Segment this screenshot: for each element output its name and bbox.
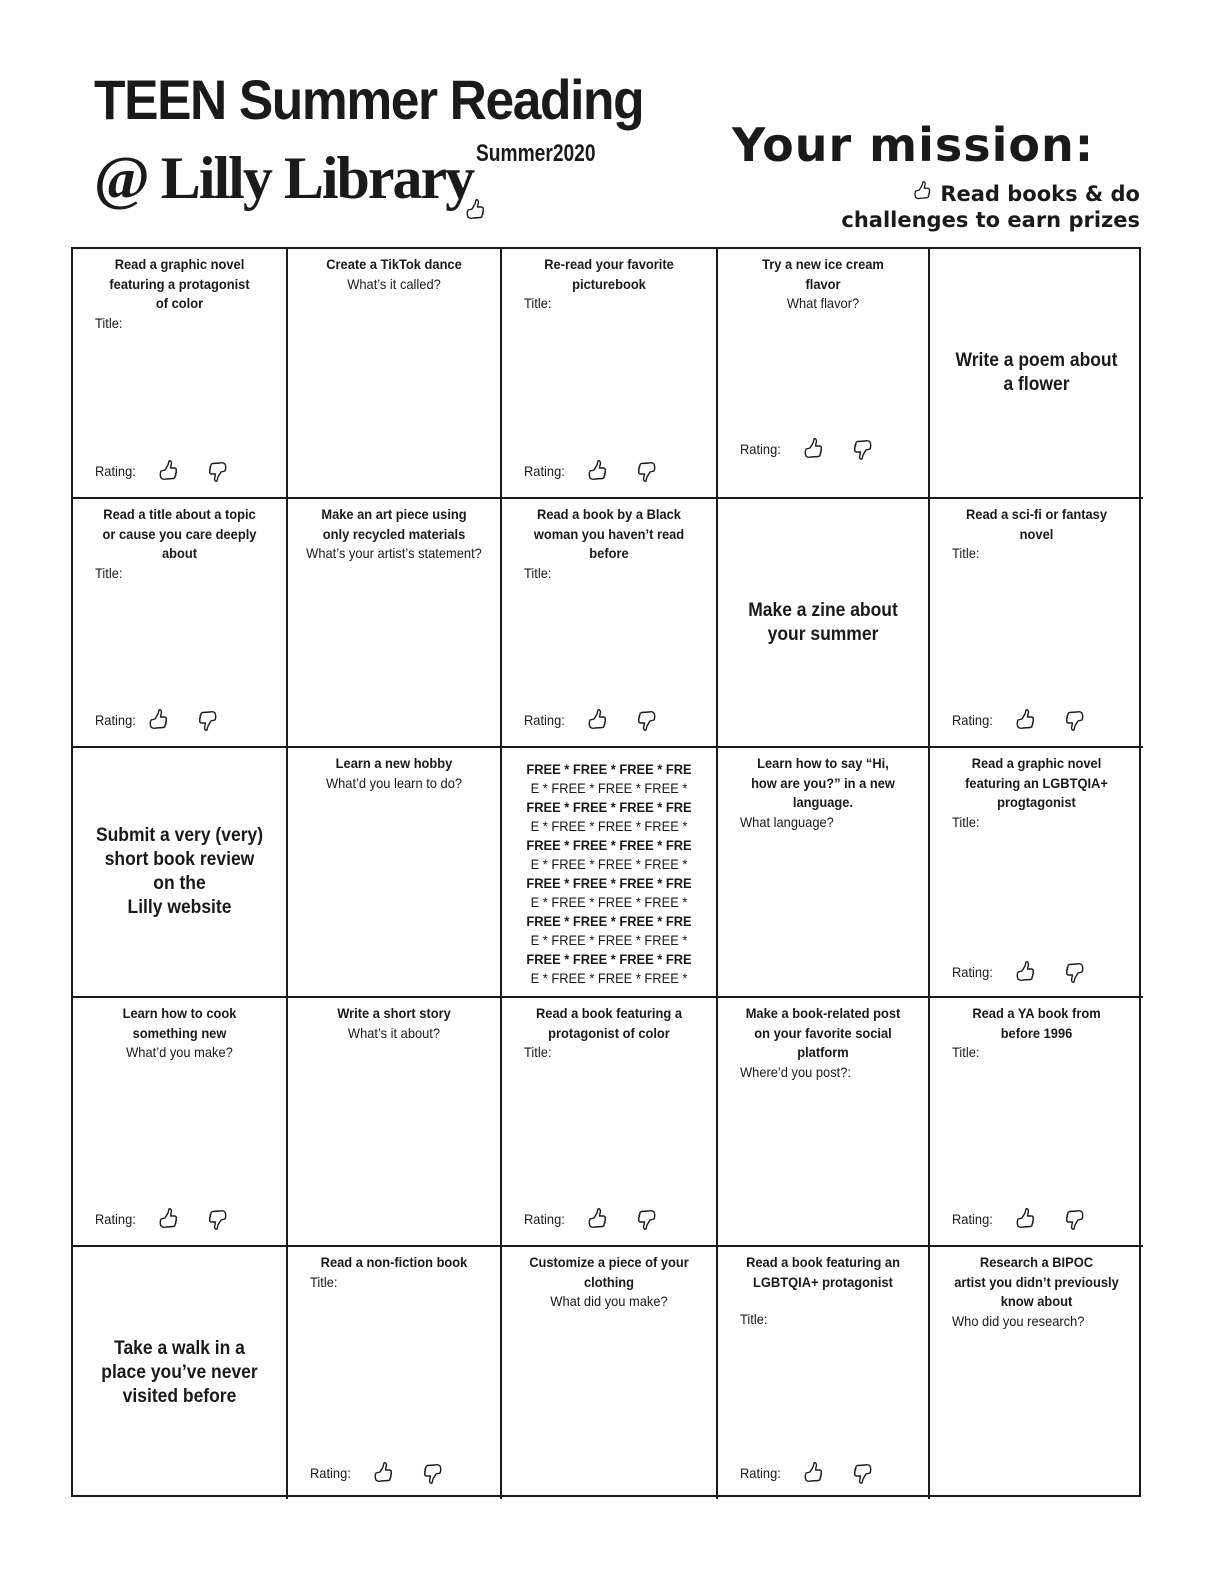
task-line: artist you didn’t previously: [954, 1273, 1119, 1290]
response-prompt: What’s it called?: [347, 275, 441, 292]
task-line: know about: [1000, 1293, 1073, 1309]
challenge-task: [304, 754, 484, 774]
response-prompt: What’s your artist’s statement?: [306, 545, 482, 561]
rating-label: Rating:: [524, 1211, 565, 1227]
challenge-square[interactable]: [718, 249, 930, 499]
free-line: E * FREE * FREE * FREE *: [530, 856, 688, 872]
thumbs-up-icon[interactable]: [586, 459, 608, 483]
task-line: progtagonist: [997, 794, 1076, 810]
challenge-task: [304, 1253, 484, 1273]
task-line: Learn a new hobby: [335, 755, 453, 771]
challenge-square[interactable]: [502, 1247, 718, 1499]
task-line: Read a book by a Black: [537, 506, 681, 522]
task-line: Read a non-fiction book: [320, 1254, 468, 1270]
thumbs-up-icon[interactable]: [1014, 960, 1036, 984]
mission-description-line1: [912, 180, 1140, 207]
challenge-task-large: [726, 599, 919, 647]
task-line: Write a poem about: [955, 350, 1118, 371]
rating-label: Rating:: [740, 441, 781, 457]
challenge-square[interactable]: [718, 748, 930, 998]
response-prompt: Who did you research?: [952, 1312, 1085, 1329]
challenge-square[interactable]: [502, 998, 718, 1247]
challenge-task-large: [939, 349, 1135, 397]
rating-label: Rating:: [95, 712, 136, 728]
challenge-task: [304, 255, 484, 275]
challenge-square[interactable]: [288, 998, 502, 1247]
rating-label: Rating:: [952, 1211, 993, 1227]
thumbs-up-icon[interactable]: [1014, 708, 1036, 732]
rating-row: [524, 459, 658, 483]
challenge-task: [518, 1004, 700, 1043]
thumbs-up-icon[interactable]: [372, 1461, 394, 1485]
task-line: platform: [797, 1044, 849, 1060]
task-line: or cause you care deeply: [102, 525, 257, 542]
rating-row: [524, 1207, 658, 1231]
challenge-square[interactable]: [718, 1247, 930, 1499]
rating-row: [952, 1207, 1086, 1231]
task-line: Try a new ice cream: [762, 256, 884, 272]
task-line: Research a BIPOC: [979, 1254, 1094, 1270]
challenge-square[interactable]: [73, 1247, 288, 1499]
task-line: about: [161, 545, 198, 561]
challenge-square[interactable]: [288, 499, 502, 748]
thumbs-up-icon[interactable]: [157, 459, 179, 483]
response-prompt: What did you make?: [550, 1293, 668, 1309]
task-line: Lilly website: [127, 897, 232, 918]
title-field[interactable]: Title:: [524, 1044, 552, 1060]
task-line: protagonist of color: [548, 1024, 670, 1041]
challenge-task: [304, 1004, 484, 1024]
mission-description-line2: challenges to earn prizes: [841, 208, 1140, 232]
thumbs-up-icon: [464, 198, 486, 222]
title-field[interactable]: Title:: [95, 564, 123, 581]
rating-label: Rating:: [740, 1465, 781, 1481]
task-line: Take a walk in a: [114, 1338, 245, 1359]
task-line: Read a YA book from: [972, 1005, 1101, 1021]
challenge-square[interactable]: [502, 499, 718, 748]
program-year: Summer2020: [476, 140, 596, 167]
rating-row: [95, 1207, 229, 1231]
task-line: Write a short story: [337, 1005, 451, 1021]
challenge-square[interactable]: [930, 249, 1143, 499]
task-line: before 1996: [1000, 1024, 1073, 1041]
mission-title: Your mission:: [732, 118, 1095, 172]
title-field[interactable]: Title:: [952, 1044, 980, 1060]
task-line: featuring an LGBTQIA+: [965, 774, 1108, 791]
task-line: Make an art piece using: [321, 506, 467, 522]
thumbs-up-icon: [912, 180, 932, 207]
free-line: E * FREE * FREE * FREE *: [530, 894, 688, 910]
task-line: Re-read your favorite: [544, 256, 674, 272]
task-line: language.: [792, 794, 854, 810]
challenge-square[interactable]: [718, 499, 930, 748]
free-line: E * FREE * FREE * FREE *: [530, 780, 688, 796]
challenge-square[interactable]: [73, 249, 288, 499]
title-field[interactable]: Title:: [95, 314, 123, 331]
thumbs-down-icon[interactable]: [1064, 708, 1086, 732]
rating-label: Rating:: [95, 463, 136, 479]
rating-label: Rating:: [95, 1211, 136, 1227]
free-line: FREE * FREE * FREE * FRE: [526, 837, 692, 853]
task-line: featuring a protagonist: [109, 275, 250, 292]
challenge-square[interactable]: [718, 998, 930, 1247]
task-line: on the: [153, 873, 206, 894]
task-line: before: [589, 545, 629, 561]
task-line: short book review: [104, 849, 255, 870]
rating-row: [740, 1461, 874, 1485]
thumbs-down-icon[interactable]: [1064, 1207, 1086, 1231]
challenge-task: [946, 1004, 1127, 1043]
free-line: E * FREE * FREE * FREE *: [530, 818, 688, 834]
task-line: woman you haven’t read: [533, 525, 685, 542]
rating-row: [952, 960, 1086, 984]
challenge-task: [518, 1253, 700, 1292]
free-space[interactable]: [502, 748, 718, 998]
thumbs-up-icon[interactable]: [147, 708, 169, 732]
task-line: Read a book featuring a: [535, 1005, 682, 1021]
library-name: @ Lilly Library: [94, 145, 474, 211]
thumbs-down-icon[interactable]: [422, 1461, 444, 1485]
challenge-square[interactable]: [288, 249, 502, 499]
challenge-task-large: [82, 824, 278, 920]
response-prompt: What’s it about?: [347, 1024, 441, 1041]
challenge-square[interactable]: [930, 1247, 1143, 1499]
free-line: FREE * FREE * FREE * FRE: [526, 875, 692, 891]
task-line: Read a sci-fi or fantasy: [965, 506, 1108, 522]
task-line: flavor: [805, 275, 841, 292]
rating-row: [310, 1461, 444, 1485]
task-line: novel: [1019, 525, 1054, 542]
rating-row: [95, 459, 229, 483]
title-field[interactable]: Title:: [952, 545, 980, 561]
task-line: Read a title about a topic: [103, 506, 256, 522]
challenge-task: [518, 505, 700, 564]
challenge-square[interactable]: [930, 998, 1143, 1247]
free-line: FREE * FREE * FREE * FRE: [526, 951, 692, 967]
task-line: Learn how to say “Hi,: [757, 755, 889, 771]
task-line: Make a zine about: [748, 599, 898, 621]
thumbs-up-icon[interactable]: [802, 1461, 824, 1485]
task-line: your summer: [767, 623, 879, 645]
rating-label: Rating:: [952, 964, 993, 980]
challenge-task: [518, 255, 700, 294]
response-prompt: What’d you learn to do?: [325, 774, 463, 791]
title-field[interactable]: Title:: [310, 1273, 338, 1290]
free-space-text: [518, 754, 700, 988]
thumbs-down-icon[interactable]: [852, 437, 874, 461]
free-line: FREE * FREE * FREE * FRE: [526, 761, 692, 777]
challenge-task: [734, 754, 912, 813]
task-line: clothing: [583, 1273, 635, 1290]
challenge-task: [89, 1004, 270, 1043]
thumbs-down-icon[interactable]: [636, 1207, 658, 1231]
challenge-square[interactable]: [288, 1247, 502, 1499]
thumbs-down-icon[interactable]: [207, 459, 229, 483]
challenge-task: [89, 505, 270, 564]
free-line: E * FREE * FREE * FREE *: [530, 970, 688, 986]
challenge-task-large: [82, 1337, 278, 1409]
thumbs-down-icon[interactable]: [636, 459, 658, 483]
thumbs-up-icon[interactable]: [586, 1207, 608, 1231]
mission-text: Read books & do: [940, 181, 1140, 206]
challenge-task: [946, 505, 1127, 544]
free-line: FREE * FREE * FREE * FRE: [526, 913, 692, 929]
challenge-task: [734, 1253, 912, 1292]
rating-row: [952, 708, 1086, 732]
challenge-square[interactable]: [288, 748, 502, 998]
challenge-task: [946, 1253, 1127, 1312]
thumbs-down-icon[interactable]: [852, 1461, 874, 1485]
challenge-square[interactable]: [73, 499, 288, 748]
thumbs-up-icon[interactable]: [1014, 1207, 1036, 1231]
task-line: Read a book featuring an: [746, 1254, 900, 1270]
task-line: visited before: [122, 1386, 237, 1407]
response-prompt: Where’d you post?:: [740, 1063, 851, 1080]
title-field[interactable]: Title:: [952, 813, 980, 830]
challenge-square[interactable]: [73, 998, 288, 1247]
challenge-task: [89, 255, 270, 314]
task-line: Read a graphic novel: [971, 755, 1102, 771]
challenge-grid: [71, 247, 1141, 1497]
page-title: TEEN Summer Reading: [94, 68, 644, 131]
task-line: on your favorite social: [754, 1024, 892, 1041]
task-line: LGBTQIA+ protagonist: [753, 1273, 893, 1290]
challenge-square[interactable]: [502, 249, 718, 499]
rating-label: Rating:: [524, 463, 565, 479]
rating-row: [95, 708, 219, 732]
thumbs-down-icon[interactable]: [1064, 960, 1086, 984]
free-line: FREE * FREE * FREE * FRE: [526, 799, 692, 815]
rating-row: [740, 437, 874, 461]
thumbs-up-icon[interactable]: [157, 1207, 179, 1231]
title-field[interactable]: Title:: [524, 564, 552, 581]
challenge-square[interactable]: [930, 748, 1143, 998]
challenge-task: [734, 255, 912, 294]
task-line: Customize a piece of your: [529, 1254, 689, 1270]
response-prompt: What’d you make?: [126, 1044, 233, 1060]
task-line: Learn how to cook: [122, 1005, 237, 1021]
rating-row: [524, 708, 658, 732]
response-prompt: What language?: [740, 813, 834, 830]
task-line: Read a graphic novel: [114, 256, 245, 272]
challenge-task: [734, 1004, 912, 1063]
challenge-task: [304, 505, 484, 544]
thumbs-up-icon[interactable]: [586, 708, 608, 732]
thumbs-down-icon[interactable]: [197, 708, 219, 732]
rating-label: Rating:: [310, 1465, 351, 1481]
task-line: how are you?” in a new: [751, 774, 895, 791]
free-line: E * FREE * FREE * FREE *: [530, 932, 688, 948]
task-line: something new: [132, 1024, 227, 1041]
rating-label: Rating:: [524, 712, 565, 728]
task-line: place you’ve never: [101, 1362, 258, 1383]
title-field[interactable]: Title:: [524, 295, 552, 311]
challenge-square[interactable]: [930, 499, 1143, 748]
rating-label: Rating:: [952, 712, 993, 728]
challenge-task: [946, 754, 1127, 813]
task-line: Create a TikTok dance: [326, 256, 462, 272]
task-line: Submit a very (very): [95, 825, 264, 846]
task-line: of color: [155, 295, 204, 311]
task-line: only recycled materials: [322, 525, 466, 542]
thumbs-down-icon[interactable]: [636, 708, 658, 732]
task-line: Make a book-related post: [745, 1005, 901, 1021]
response-prompt: What flavor?: [786, 295, 860, 311]
task-line: a flower: [1003, 374, 1070, 395]
thumbs-up-icon[interactable]: [802, 437, 824, 461]
task-line: picturebook: [572, 275, 646, 292]
title-field[interactable]: Title:: [740, 1311, 768, 1327]
challenge-square[interactable]: [73, 748, 288, 998]
thumbs-down-icon[interactable]: [207, 1207, 229, 1231]
